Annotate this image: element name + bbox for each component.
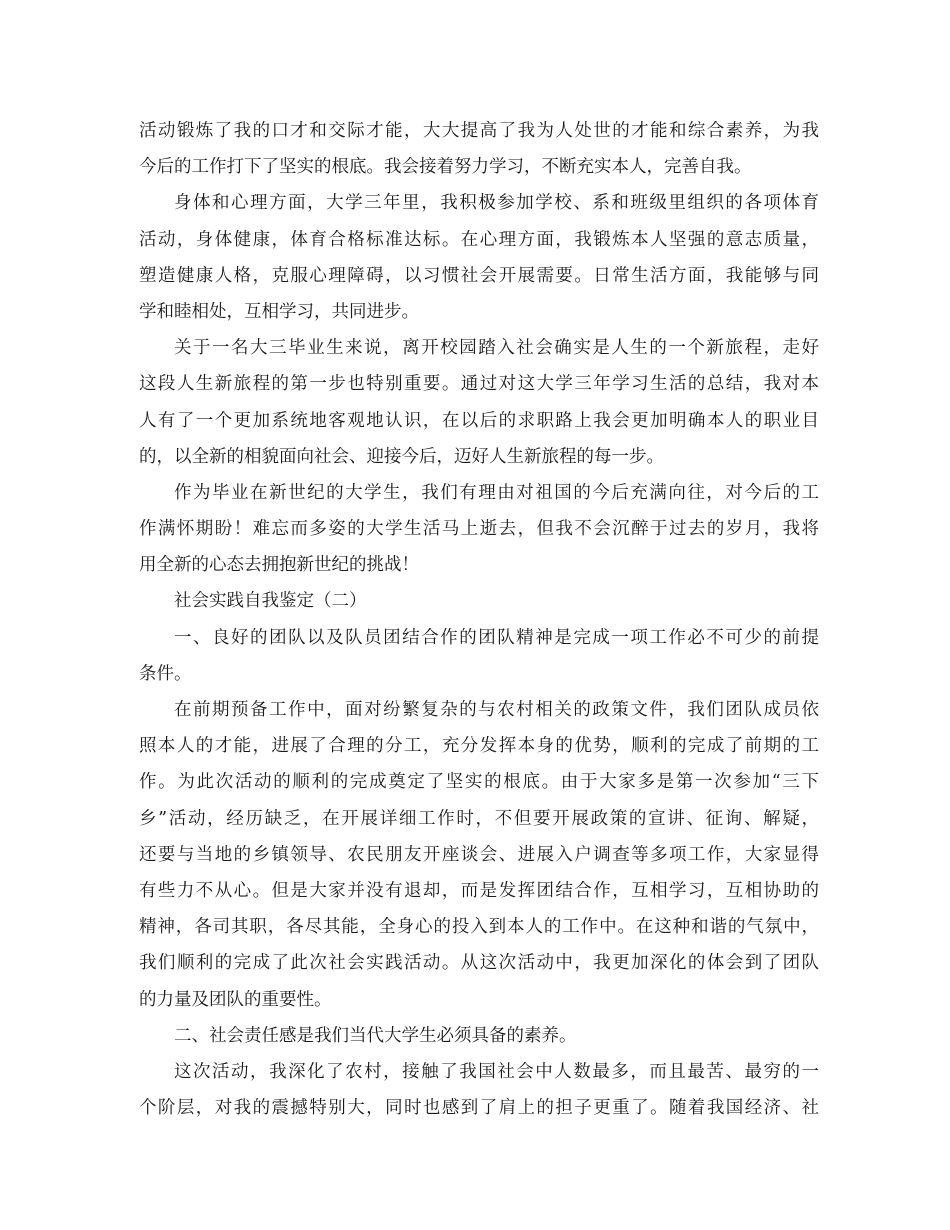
text-line: 这段人生新旅程的第一步也特别重要。通过对这大学三年学习生活的总结，我对本: [139, 374, 819, 395]
text-line: 作为毕业在新世纪的大学生，我们有理由对祖国的今后充满向往，对今后的工: [174, 482, 819, 503]
text-line: 的力量及团队的重要性。: [139, 989, 332, 1010]
text-line: 用全新的心态去拥抱新世纪的挑战！: [139, 555, 419, 576]
text-line: 有些力不从心。但是大家并没有退却，而是发挥团结合作，互相学习，互相协助的: [139, 880, 819, 901]
text-line: 今后的工作打下了坚实的根底。我会接着努力学习，不断充实本人，完善自我。: [139, 157, 752, 178]
text-line: 乡”活动，经历缺乏，在开展详细工作时，不但要开展政策的宣讲、征询、解疑，: [139, 808, 819, 829]
document-body: [139, 113, 819, 1126]
text-line: 精神，各司其职，各尽其能，全身心的投入到本人的工作中。在这种和谐的气氛中，: [139, 917, 819, 938]
text-line: 在前期预备工作中，面对纷繁复杂的与农村相关的政策文件，我们团队成员依: [174, 700, 819, 720]
text-line: 个阶层，对我的震撼特别大，同时也感到了肩上的担子更重了。随着我国经济、社: [139, 1098, 819, 1119]
text-line: 二、社会责任感是我们当代大学生必须具备的素养。: [174, 1025, 577, 1046]
text-line: 社会实践自我鉴定（二）: [174, 591, 367, 612]
text-line: 关于一名大三毕业生来说，离开校园踏入社会确实是人生的一个新旅程，走好: [174, 338, 819, 359]
text-line: 还要与当地的乡镇领导、农民朋友开座谈会、进展入户调查等多项工作，大家显得: [139, 844, 819, 865]
text-line: 活动锻炼了我的口才和交际才能，大大提高了我为人处世的才能和综合素养，为我: [139, 121, 819, 141]
text-line: 照本人的才能，进展了合理的分工，充分发挥本身的优势，顺利的完成了前期的工: [139, 736, 819, 757]
text-line: 这次活动，我深化了农村，接触了我国社会中人数最多，而且最苦、最穷的一: [174, 1061, 819, 1082]
text-line: 的，以全新的相貌面向社会、迎接今后，迈好人生新旅程的每一步。: [139, 446, 664, 467]
text-line: 活动，身体健康，体育合格标准达标。在心理方面，我锻炼本人坚强的意志质量，: [139, 229, 819, 250]
text-line: 我们顺利的完成了此次社会实践活动。从这次活动中，我更加深化的体会到了团队: [139, 953, 819, 974]
text-line: 学和睦相处，互相学习，共同进步。: [139, 301, 419, 322]
text-line: 一、良好的团队以及队员团结合作的团队精神是完成一项工作必不可少的前提: [174, 627, 819, 648]
text-line: 作满怀期盼！难忘而多姿的大学生活马上逝去，但我不会沉醉于过去的岁月，我将: [139, 519, 819, 540]
text-line: 人有了一个更加系统地客观地认识，在以后的求职路上我会更加明确本人的职业目: [139, 410, 819, 431]
text-line: 作。为此次活动的顺利的完成奠定了坚实的根底。由于大家多是第一次参加“三下: [139, 772, 819, 793]
text-line: 身体和心理方面，大学三年里，我积极参加学校、系和班级里组织的各项体育: [174, 193, 819, 214]
text-line: 条件。: [139, 663, 192, 684]
text-line: 塑造健康人格，克服心理障碍，以习惯社会开展需要。日常生活方面，我能够与同: [139, 265, 819, 286]
